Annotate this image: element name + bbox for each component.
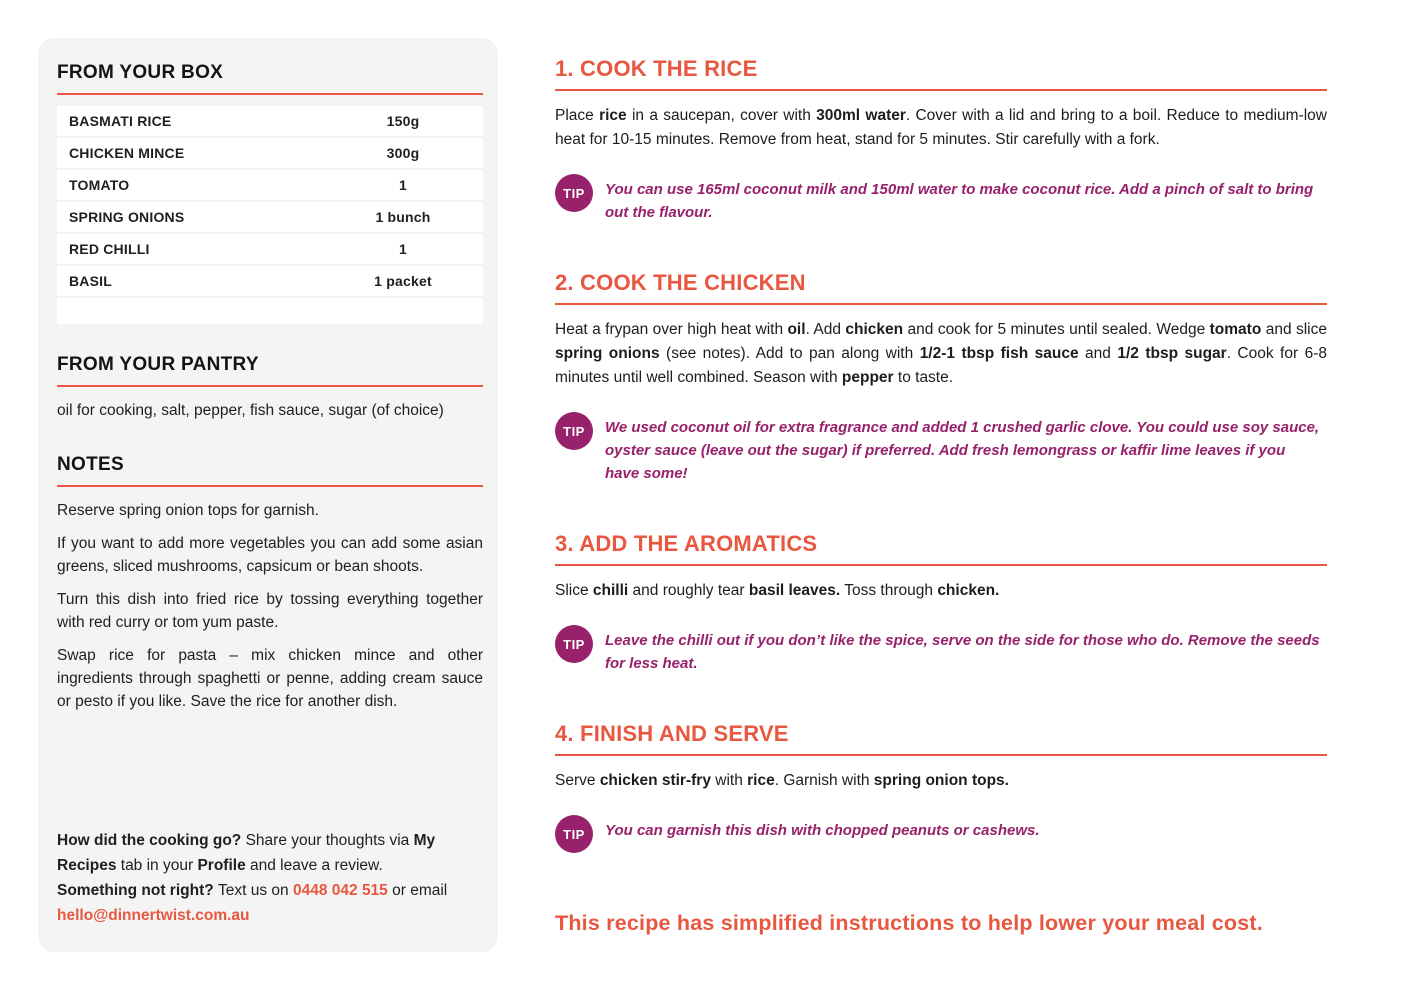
tip-block: [555, 815, 1327, 853]
tip-badge: TIP: [555, 625, 593, 663]
ingredient-row: [57, 266, 483, 296]
step-instruction: Serve chicken stir-fry with rice. Garnish with spring onion tops.: [555, 772, 1009, 789]
ingredient-name: BASIL: [69, 273, 112, 289]
notes-list: [57, 487, 483, 713]
tip-badge: TIP: [555, 412, 593, 450]
ingredient-qty: 1: [399, 177, 407, 193]
section-divider: [57, 385, 483, 387]
step-title: 1. COOK THE RICE: [555, 56, 758, 81]
ingredient-row: [57, 202, 483, 232]
step-4-finish-and-serve: [555, 721, 1327, 853]
step-2-cook-the-chicken: [555, 270, 1327, 485]
ingredient-qty: 1 packet: [374, 273, 432, 289]
tip-text: Leave the chilli out if you don’t like the spice, serve on the side for those who do. Remove the seeds for less heat.: [605, 632, 1320, 672]
tip-block: [555, 412, 1327, 485]
ingredient-name: TOMATO: [69, 177, 130, 193]
feedback-footer: [57, 828, 483, 928]
notes-section-title: NOTES: [57, 454, 124, 475]
ingredient-row: [57, 234, 483, 264]
ingredient-name: RED CHILLI: [69, 241, 150, 257]
simplified-instructions-note: This recipe has simplified instructions to help lower your meal cost.: [555, 911, 1263, 935]
contact-line[interactable]: Something not right? Text us on 0448 042 515 or email hello@dinnertwist.com.au: [57, 882, 448, 924]
step-1-cook-the-rice: [555, 56, 1327, 224]
tip-text: We used coconut oil for extra fragrance and added 1 crushed garlic clove. You could use soy sauce, oyster sauce (leave out the sugar) if preferred. Add fresh lemongrass or kaffir lime leaves if you have some!: [605, 419, 1320, 482]
step-title: 2. COOK THE CHICKEN: [555, 270, 806, 295]
step-title: 4. FINISH AND SERVE: [555, 721, 789, 746]
note-paragraph: If you want to add more vegetables you can add some asian greens, sliced mushrooms, capsicum or bean shoots.: [57, 535, 483, 575]
tip-badge: TIP: [555, 815, 593, 853]
tip-badge: TIP: [555, 174, 593, 212]
ingredient-row-empty: [57, 298, 483, 324]
step-instruction: Heat a frypan over high heat with oil. Add chicken and cook for 5 minutes until sealed. Wedge tomato and slice spring onions (see notes). Add to pan along with 1/2-1 tbsp fish sauce and 1/2 tbsp sugar. Cook for 6-8 minutes until well combined. Season with pepper to taste.: [555, 321, 1327, 386]
box-section-title: FROM YOUR BOX: [57, 62, 224, 83]
pantry-text: oil for cooking, salt, pepper, fish sauce, sugar (of choice): [57, 402, 444, 419]
ingredient-qty: 150g: [386, 113, 420, 129]
ingredient-name: SPRING ONIONS: [69, 209, 185, 225]
tip-block: [555, 174, 1327, 224]
step-divider: [555, 89, 1327, 91]
ingredient-name: BASMATI RICE: [69, 113, 172, 129]
ingredient-qty: 1: [399, 241, 407, 257]
ingredient-row: [57, 170, 483, 200]
note-paragraph: Turn this dish into fried rice by tossing everything together with red curry or tom yum paste.: [57, 591, 483, 631]
step-instruction: Place rice in a saucepan, cover with 300ml water. Cover with a lid and bring to a boil. Reduce to medium-low heat for 10-15 minutes. Remove from heat, stand for 5 minutes. Stir carefully with a fork.: [555, 107, 1327, 148]
step-divider: [555, 564, 1327, 566]
tip-text: You can use 165ml coconut milk and 150ml water to make coconut rice. Add a pinch of salt to bring out the flavour.: [605, 181, 1314, 221]
ingredient-qty: 300g: [386, 145, 420, 161]
step-divider: [555, 754, 1327, 756]
step-instruction: Slice chilli and roughly tear basil leaves. Toss through chicken.: [555, 582, 1000, 599]
ingredient-name: CHICKEN MINCE: [69, 145, 185, 161]
step-title: 3. ADD THE AROMATICS: [555, 531, 818, 556]
ingredient-row: [57, 138, 483, 168]
note-paragraph: Swap rice for pasta – mix chicken mince and other ingredients through spaghetti or penne, adding cream sauce or pesto if you like. Save the rice for another dish.: [57, 647, 483, 710]
tip-block: [555, 625, 1327, 675]
pantry-section-title: FROM YOUR PANTRY: [57, 354, 259, 375]
ingredients-panel: [38, 38, 498, 952]
tip-text: You can garnish this dish with chopped peanuts or cashews.: [605, 822, 1040, 839]
note-paragraph: Reserve spring onion tops for garnish.: [57, 502, 319, 519]
section-divider: [57, 93, 483, 95]
ingredients-table: [57, 106, 483, 324]
instructions-column: [555, 38, 1327, 958]
step-divider: [555, 303, 1327, 305]
ingredient-row: [57, 106, 483, 136]
ingredient-qty: 1 bunch: [375, 209, 431, 225]
step-3-add-the-aromatics: [555, 531, 1327, 675]
feedback-line: How did the cooking go? Share your thoughts via My Recipes tab in your Profile and leave a review.: [57, 832, 436, 874]
